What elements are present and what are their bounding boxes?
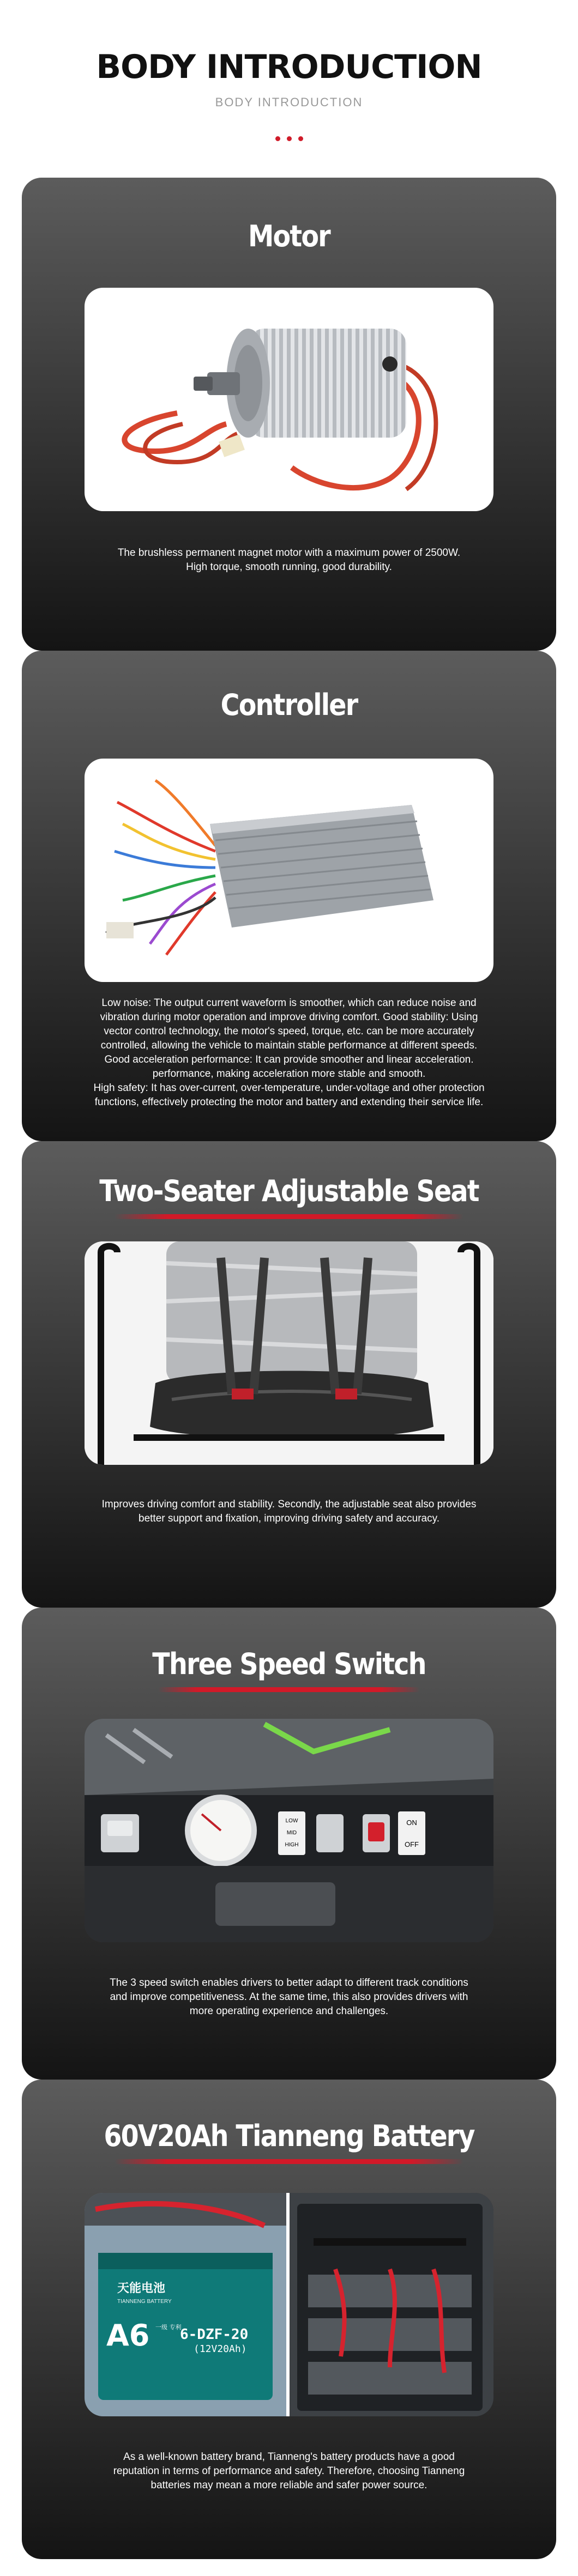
title-underline — [158, 1687, 420, 1692]
controller-photo — [85, 759, 493, 982]
description-line: High safety: It has over-current, over-temperature, under-voltage and other protection — [93, 1082, 485, 1094]
description-line: and improve competitiveness. At the same time, this also provides drivers with — [110, 1991, 468, 2003]
description-line: Improves driving comfort and stability. Secondly, the adjustable seat also provides — [101, 1499, 477, 1510]
motor-photo — [85, 288, 493, 511]
section-description — [74, 996, 504, 1110]
battery-model: 6-DZF-20 — [180, 2326, 249, 2343]
switch-label-low: LOW — [285, 1818, 298, 1824]
seat-illustration — [85, 1241, 493, 1465]
battery-section — [22, 2080, 556, 2559]
battery-photo — [85, 2193, 493, 2416]
switch-panel-photo — [85, 1719, 493, 1942]
section-title: Three Speed Switch — [152, 1647, 426, 1681]
description-line: Low noise: The output current waveform is smoother, which can reduce noise and — [101, 997, 477, 1009]
description-line: reputation in terms of performance and safety. Therefore, choosing Tianneng — [113, 2465, 465, 2477]
description-line: vector control technology, the motor's speed, torque, etc. can be more accurately — [104, 1026, 474, 1037]
description-line: better support and fixation, improving driving safety and accuracy. — [139, 1513, 439, 1524]
switch-panel-illustration — [85, 1719, 493, 1942]
page-subtitle: BODY INTRODUCTION — [215, 95, 363, 109]
section-title: Motor — [248, 219, 330, 253]
description-line: High torque, smooth running, good durability. — [186, 561, 392, 573]
motor-section — [22, 178, 556, 651]
header-dots — [0, 134, 578, 144]
switch-label-mid: MID — [286, 1830, 297, 1836]
section-title: 60V20Ah Tianneng Battery — [104, 2119, 474, 2153]
page-title: BODY INTRODUCTION — [96, 48, 482, 86]
description-line: The 3 speed switch enables drivers to better adapt to different track conditions — [110, 1977, 468, 1989]
description-line: batteries may mean a more reliable and safer power source. — [150, 2480, 428, 2491]
page-header — [0, 0, 578, 163]
description-line: performance, making acceleration more stable and smooth. — [152, 1068, 426, 1080]
description-line: controlled, allowing the vehicle to maintain stable performance at different speeds. — [100, 1040, 478, 1051]
title-underline — [115, 2159, 463, 2164]
section-description — [74, 2450, 504, 2493]
section-description — [74, 546, 504, 574]
title-underline — [115, 1214, 463, 1219]
seat-section — [22, 1141, 556, 1608]
switch-label-high: HIGH — [285, 1842, 299, 1848]
battery-badge: 一级 专利 — [155, 2324, 182, 2331]
battery-brand: 天能电池 — [117, 2282, 166, 2295]
controller-illustration — [85, 759, 493, 982]
on-label: ON — [406, 1819, 417, 1827]
controller-section — [22, 651, 556, 1141]
description-line: more operating experience and challenges. — [189, 2005, 389, 2017]
description-line: functions, effectively protecting the motor and battery and extending their service life. — [94, 1096, 484, 1108]
battery-spec: (12V20Ah) — [194, 2343, 247, 2355]
section-description — [74, 1976, 504, 2019]
section-title: Controller — [220, 688, 358, 722]
section-title: Two-Seater Adjustable Seat — [99, 1174, 479, 1208]
battery-series: A6 — [106, 2318, 150, 2353]
battery-illustration — [85, 2193, 493, 2416]
description-line: Good acceleration performance: It can provide smoother and linear acceleration. — [104, 1054, 474, 1065]
description-line: vibration during motor operation and improve driving comfort. Good stability: Using — [100, 1011, 478, 1023]
section-description — [74, 1498, 504, 1526]
battery-brand-en: TIANNENG BATTERY — [117, 2299, 172, 2305]
motor-illustration — [85, 288, 493, 511]
description-line: The brushless permanent magnet motor with a maximum power of 2500W. — [117, 547, 461, 559]
off-label: OFF — [405, 1840, 419, 1848]
speed-switch-section — [22, 1608, 556, 2080]
description-line: As a well-known battery brand, Tianneng's battery products have a good — [123, 2451, 455, 2463]
seat-photo — [85, 1241, 493, 1465]
